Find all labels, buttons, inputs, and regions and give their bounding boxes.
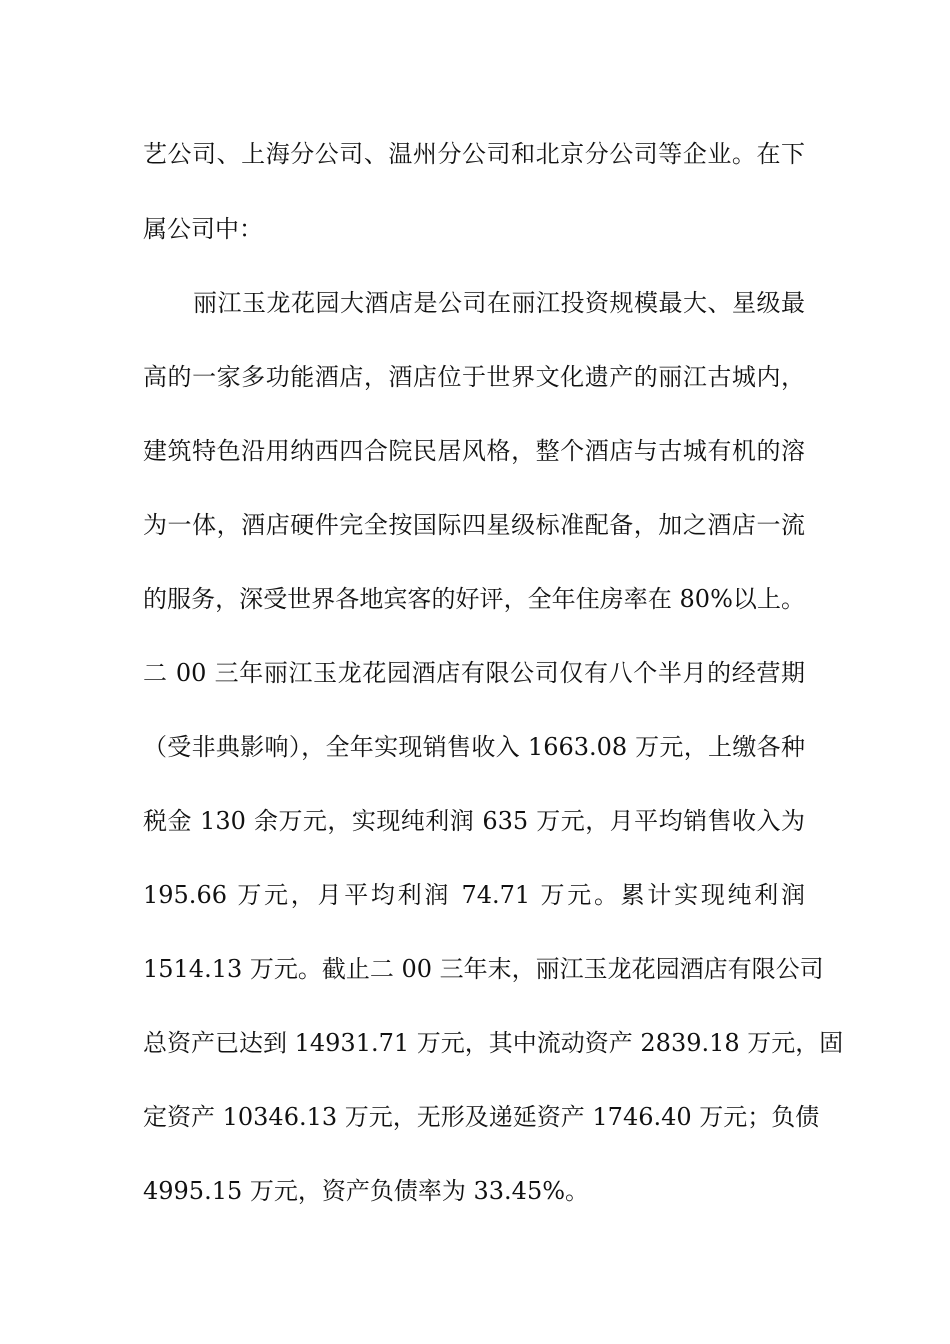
text-line: 建筑特色沿用纳西四合院民居风格，整个酒店与古城有机的溶 <box>143 437 805 465</box>
text-line: 1514.13 万元。截止二 00 三年末，丽江玉龙花园酒店有限公司 <box>143 955 824 983</box>
text-line: （受非典影响），全年实现销售收入 1663.08 万元，上缴各种 <box>143 733 805 761</box>
text-line: 艺公司、上海分公司、温州分公司和北京分公司等企业。在下 <box>143 140 805 168</box>
paragraph-first-line: 丽江玉龙花园大酒店是公司在丽江投资规模最大、星级最 <box>193 289 805 317</box>
text-line: 195.66 万元，月平均利润 74.71 万元。累计实现纯利润 <box>143 881 805 909</box>
text-line: 为一体，酒店硬件完全按国际四星级标准配备，加之酒店一流 <box>143 511 805 539</box>
text-line: 总资产已达到 14931.71 万元，其中流动资产 2839.18 万元，固 <box>143 1029 844 1057</box>
text-line: 二 00 三年丽江玉龙花园酒店有限公司仅有八个半月的经营期 <box>143 659 805 687</box>
text-line: 定资产 10346.13 万元，无形及递延资产 1746.40 万元；负债 <box>143 1103 820 1131</box>
text-line: 的服务，深受世界各地宾客的好评，全年住房率在 80%以上。 <box>143 585 805 613</box>
text-line: 高的一家多功能酒店，酒店位于世界文化遗产的丽江古城内， <box>143 363 805 391</box>
text-line: 属公司中： <box>143 215 263 243</box>
text-line: 税金 130 余万元，实现纯利润 635 万元，月平均销售收入为 <box>143 807 805 835</box>
text-line: 4995.15 万元，资产负债率为 33.45%。 <box>143 1177 590 1205</box>
